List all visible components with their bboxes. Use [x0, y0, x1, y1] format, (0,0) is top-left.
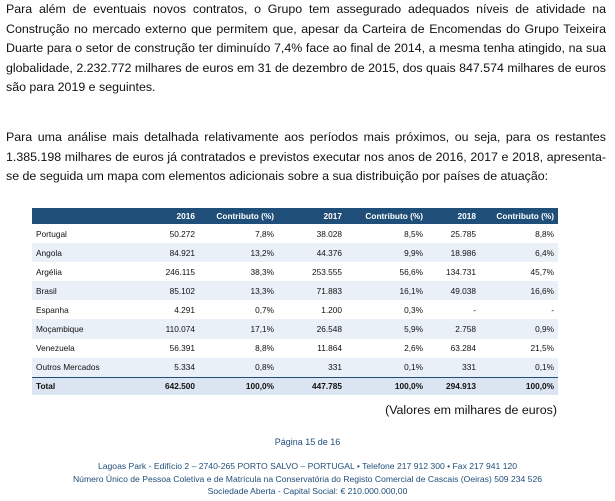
- footer-registry: Número Único de Pessoa Coletiva e de Matrícula na Conservatória do Registo Comercial de Cascais (Oeiras) 509 234 526: [72, 473, 543, 484]
- cell-country: Brasil: [32, 281, 127, 300]
- cell-contrib-2016: 0,8%: [199, 358, 278, 378]
- cell-contrib-2018: 16,6%: [480, 281, 558, 300]
- total-cell-contrib-2017: 100,0%: [346, 377, 427, 395]
- cell-contrib-2018: -: [480, 300, 558, 319]
- cell-country: Outros Mercados: [32, 358, 127, 378]
- footer-capital: Sociedade Aberta - Capital Social: € 210.000.000,00: [207, 486, 408, 496]
- cell-2016: 4.291: [127, 300, 199, 319]
- total-cell-2018: 294.913: [427, 377, 480, 395]
- cell-contrib-2016: 13,2%: [199, 243, 278, 262]
- cell-2018: -: [427, 300, 480, 319]
- cell-contrib-2016: 7,8%: [199, 224, 278, 243]
- cell-2017: 253.555: [278, 262, 346, 281]
- cell-2017: 1.200: [278, 300, 346, 319]
- table-row: [32, 300, 558, 319]
- table-row: [32, 339, 558, 358]
- cell-2017: 38.028: [278, 224, 346, 243]
- page-footer: [0, 460, 615, 498]
- total-cell-country: Total: [32, 377, 127, 395]
- cell-contrib-2016: 13,3%: [199, 281, 278, 300]
- cell-contrib-2017: 56,6%: [346, 262, 427, 281]
- total-cell-contrib-2016: 100,0%: [199, 377, 278, 395]
- cell-2018: 134.731: [427, 262, 480, 281]
- cell-contrib-2017: 8,5%: [346, 224, 427, 243]
- cell-contrib-2016: 0,7%: [199, 300, 278, 319]
- cell-2018: 18.986: [427, 243, 480, 262]
- cell-contrib-2017: 0,1%: [346, 358, 427, 378]
- cell-2018: 25.785: [427, 224, 480, 243]
- header-2018: 2018: [427, 208, 480, 224]
- header-2017: 2017: [278, 208, 346, 224]
- order-book-table: [32, 208, 558, 395]
- table-row: [32, 224, 558, 243]
- table-row: [32, 358, 558, 378]
- cell-2016: 56.391: [127, 339, 199, 358]
- cell-contrib-2016: 8,8%: [199, 339, 278, 358]
- cell-contrib-2018: 8,8%: [480, 224, 558, 243]
- header-contrib-2017: Contributo (%): [346, 208, 427, 224]
- table-row: [32, 243, 558, 262]
- table-row: [32, 281, 558, 300]
- cell-2016: 50.272: [127, 224, 199, 243]
- cell-2017: 71.883: [278, 281, 346, 300]
- cell-contrib-2018: 6,4%: [480, 243, 558, 262]
- cell-2016: 110.074: [127, 319, 199, 338]
- table-row: [32, 262, 558, 281]
- total-cell-2016: 642.500: [127, 377, 199, 395]
- cell-2017: 26.548: [278, 319, 346, 338]
- paragraph-1: Para além de eventuais novos contratos, o Grupo tem assegurado adequados níveis de atividade na Construção no mercado externo que permitem que, apesar da Carteira de Encomendas do Grupo Teixeira Duarte para o setor de construção ter diminuído 7,4% face ao final de 2014, a mesma tenha atingido, na sua globalidade, 2.232.772 milhares de euros em 31 de dezembro de 2015, dos quais 847.574 milhares de euros são para 2019 e seguintes.: [6, 2, 606, 95]
- total-cell-2017: 447.785: [278, 377, 346, 395]
- cell-contrib-2018: 0,9%: [480, 319, 558, 338]
- cell-contrib-2018: 45,7%: [480, 262, 558, 281]
- cell-2018: 49.038: [427, 281, 480, 300]
- cell-country: Portugal: [32, 224, 127, 243]
- cell-2016: 84.921: [127, 243, 199, 262]
- cell-country: Angola: [32, 243, 127, 262]
- cell-country: Venezuela: [32, 339, 127, 358]
- table-row: [32, 319, 558, 338]
- cell-contrib-2016: 38,3%: [199, 262, 278, 281]
- cell-2018: 63.284: [427, 339, 480, 358]
- table-total-row: [32, 377, 558, 395]
- cell-contrib-2017: 9,9%: [346, 243, 427, 262]
- cell-2017: 11.864: [278, 339, 346, 358]
- cell-contrib-2018: 0,1%: [480, 358, 558, 378]
- cell-2018: 2.758: [427, 319, 480, 338]
- header-contrib-2016: Contributo (%): [199, 208, 278, 224]
- cell-contrib-2017: 16,1%: [346, 281, 427, 300]
- cell-contrib-2017: 0,3%: [346, 300, 427, 319]
- cell-contrib-2017: 5,9%: [346, 319, 427, 338]
- units-note: (Valores em milhares de euros): [385, 403, 557, 417]
- header-2016: 2016: [127, 208, 199, 224]
- cell-contrib-2017: 2,6%: [346, 339, 427, 358]
- header-country: [32, 208, 127, 224]
- cell-country: Espanha: [32, 300, 127, 319]
- cell-2016: 85.102: [127, 281, 199, 300]
- paragraph-2: Para uma análise mais detalhada relativamente aos períodos mais próximos, ou seja, para os restantes 1.385.198 milhares de euros já contratados e previstos executar nos anos de 2016, 2017 e 2018, apresenta-se de seguida um mapa com elementos adicionais sobre a sua distribuição por países de atuação:: [6, 130, 606, 184]
- cell-2016: 246.115: [127, 262, 199, 281]
- cell-country: Argélia: [32, 262, 127, 281]
- cell-contrib-2016: 17,1%: [199, 319, 278, 338]
- header-contrib-2018: Contributo (%): [480, 208, 558, 224]
- footer-address: Lagoas Park - Edifício 2 – 2740-265 PORTO SALVO – PORTUGAL • Telefone 217 912 300 • Fax 217 941 120: [97, 461, 518, 471]
- cell-2018: 331: [427, 358, 480, 378]
- table-header-row: [32, 208, 558, 224]
- cell-2017: 44.376: [278, 243, 346, 262]
- cell-2016: 5.334: [127, 358, 199, 378]
- cell-country: Moçambique: [32, 319, 127, 338]
- page-number: Página 15 de 16: [274, 437, 341, 447]
- total-cell-contrib-2018: 100,0%: [480, 377, 558, 395]
- cell-2017: 331: [278, 358, 346, 378]
- cell-contrib-2018: 21,5%: [480, 339, 558, 358]
